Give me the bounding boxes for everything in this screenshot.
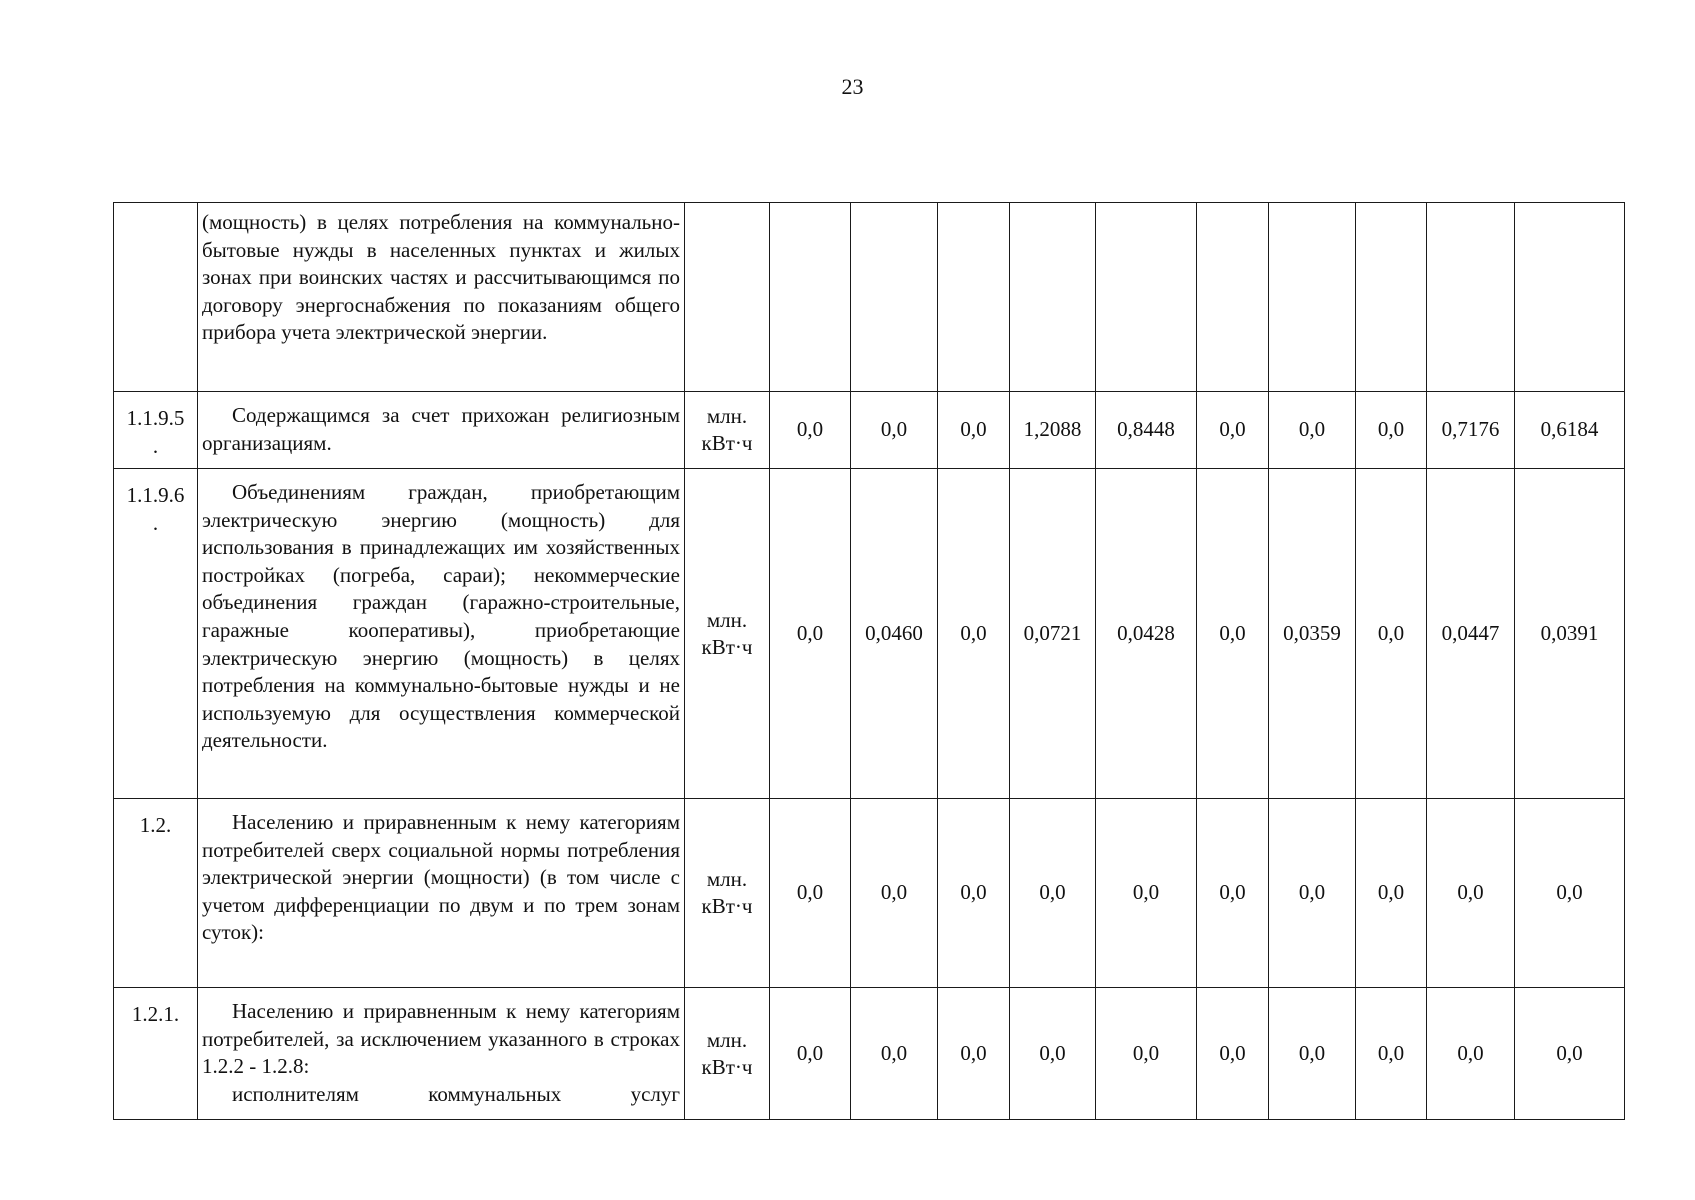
value-cell: 0,7176: [1427, 392, 1515, 469]
value-cell: [1356, 203, 1427, 392]
value-cell: 0,0: [770, 469, 851, 799]
value-cell: [1515, 203, 1625, 392]
table-row: [114, 392, 1625, 469]
row-number: [114, 203, 198, 392]
value-cell: 0,0: [1515, 988, 1625, 1120]
value-cell: 0,0: [851, 988, 938, 1120]
value-cell: 0,0: [1197, 392, 1269, 469]
row-description: [198, 988, 685, 1120]
row-number: 1.1.9.5 .: [114, 392, 198, 469]
value-cell: 0,0: [938, 469, 1010, 799]
value-cell: 0,6184: [1515, 392, 1625, 469]
value-cell: 0,0: [938, 392, 1010, 469]
value-cell: 0,0: [1356, 392, 1427, 469]
value-cell: 0,0: [851, 392, 938, 469]
row-description: [198, 799, 685, 988]
row-description-text: Объединениям граждан, приобретающим электрическую энергию (мощность) для использования в принадлежащих им хозяйственных постройках (погреба, сараи); некоммерческие объединения граждан (гаражно-строительные, гаражные кооперативы), приобретающие электрическую энергию (мощность) в целях потребления на коммунально-бытовые нужды и не используемую для осуществления коммерческой деятельности.: [202, 480, 680, 753]
row-unit: [685, 203, 770, 392]
row-unit: млн. кВт·ч: [685, 799, 770, 988]
value-cell: [938, 203, 1010, 392]
value-cell: [1197, 203, 1269, 392]
value-cell: 1,2088: [1010, 392, 1096, 469]
table-row: [114, 203, 1625, 392]
row-description: [198, 203, 685, 392]
value-cell: [770, 203, 851, 392]
value-cell: [851, 203, 938, 392]
table-row: [114, 988, 1625, 1120]
page-number: 23: [841, 74, 864, 99]
value-cell: 0,0: [770, 392, 851, 469]
value-cell: 0,0: [1427, 988, 1515, 1120]
row-number: 1.2.1.: [114, 988, 198, 1120]
value-cell: 0,0: [1356, 799, 1427, 988]
value-cell: 0,0: [1096, 799, 1197, 988]
value-cell: 0,0: [1269, 799, 1356, 988]
value-cell: 0,0: [1197, 469, 1269, 799]
row-description-text: Населению и приравненным к нему категориям потребителей, за исключением указанного в строках 1.2.2 - 1.2.8:: [202, 999, 680, 1079]
value-cell: 0,0: [1515, 799, 1625, 988]
value-cell: 0,0: [1197, 988, 1269, 1120]
row-description: [198, 392, 685, 469]
value-cell: 0,0: [938, 799, 1010, 988]
value-cell: 0,0: [938, 988, 1010, 1120]
value-cell: 0,0391: [1515, 469, 1625, 799]
value-cell: [1269, 203, 1356, 392]
row-unit: млн. кВт·ч: [685, 469, 770, 799]
value-cell: 0,8448: [1096, 392, 1197, 469]
table-row: [114, 799, 1625, 988]
row-description-continuation: исполнителям коммунальных услуг: [232, 1081, 680, 1106]
row-description-text: Населению и приравненным к нему категориям потребителей сверх социальной нормы потребления электрической энергии (мощности) (в том числе с учетом дифференциации по двум и по трем зонам суток):: [202, 810, 680, 945]
value-cell: 0,0: [770, 988, 851, 1120]
table-row: [114, 469, 1625, 799]
value-cell: 0,0428: [1096, 469, 1197, 799]
value-cell: 0,0447: [1427, 469, 1515, 799]
value-cell: 0,0: [1269, 392, 1356, 469]
row-description: [198, 469, 685, 799]
value-cell: 0,0: [1096, 988, 1197, 1120]
value-cell: 0,0: [1427, 799, 1515, 988]
row-description-text: Содержащимся за счет прихожан религиозным организациям.: [202, 403, 680, 455]
value-cell: 0,0721: [1010, 469, 1096, 799]
value-cell: 0,0: [851, 799, 938, 988]
value-cell: 0,0460: [851, 469, 938, 799]
row-unit: млн. кВт·ч: [685, 392, 770, 469]
value-cell: 0,0359: [1269, 469, 1356, 799]
data-table: [113, 202, 1625, 1120]
row-unit: млн. кВт·ч: [685, 988, 770, 1120]
row-description-text: (мощность) в целях потребления на коммунально-бытовые нужды в населенных пунктах и жилых зонах при воинских частях и рассчитывающимся по договору энергоснабжения по показаниям общего прибора учета электрической энергии.: [202, 210, 680, 345]
row-number: 1.1.9.6 .: [114, 469, 198, 799]
value-cell: [1010, 203, 1096, 392]
value-cell: [1427, 203, 1515, 392]
value-cell: 0,0: [1010, 799, 1096, 988]
value-cell: [1096, 203, 1197, 392]
value-cell: 0,0: [1197, 799, 1269, 988]
value-cell: 0,0: [1356, 988, 1427, 1120]
value-cell: 0,0: [1356, 469, 1427, 799]
value-cell: 0,0: [1010, 988, 1096, 1120]
row-number: 1.2.: [114, 799, 198, 988]
value-cell: 0,0: [770, 799, 851, 988]
value-cell: 0,0: [1269, 988, 1356, 1120]
